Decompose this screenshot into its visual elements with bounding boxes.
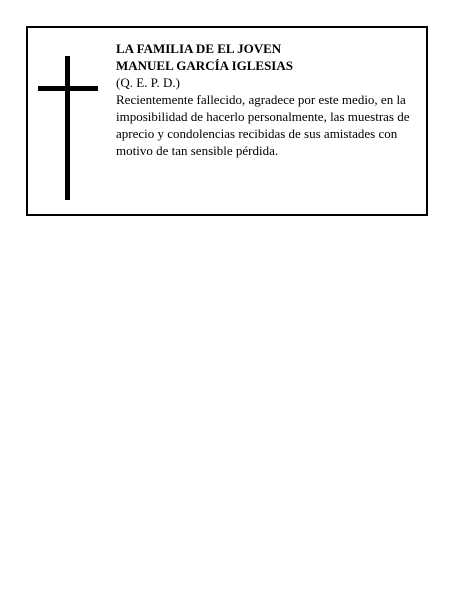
obituary-notice	[26, 26, 428, 216]
cross-icon	[38, 56, 98, 200]
notice-heading-line1: LA FAMILIA DE EL JOVEN	[116, 41, 282, 56]
cross-vertical-bar	[65, 56, 70, 200]
cross-horizontal-bar	[38, 86, 98, 91]
notice-rip: (Q. E. P. D.)	[116, 75, 180, 90]
notice-body: Recientemente fallecido, agradece por este medio, en la imposibilidad de hacerlo personalmente, las muestras de aprecio y condolencias recibidas de sus amistades con motivo de tan sensible pérdida.	[116, 92, 410, 158]
notice-text	[116, 40, 422, 159]
notice-heading-line2: MANUEL GARCÍA IGLESIAS	[116, 58, 293, 73]
